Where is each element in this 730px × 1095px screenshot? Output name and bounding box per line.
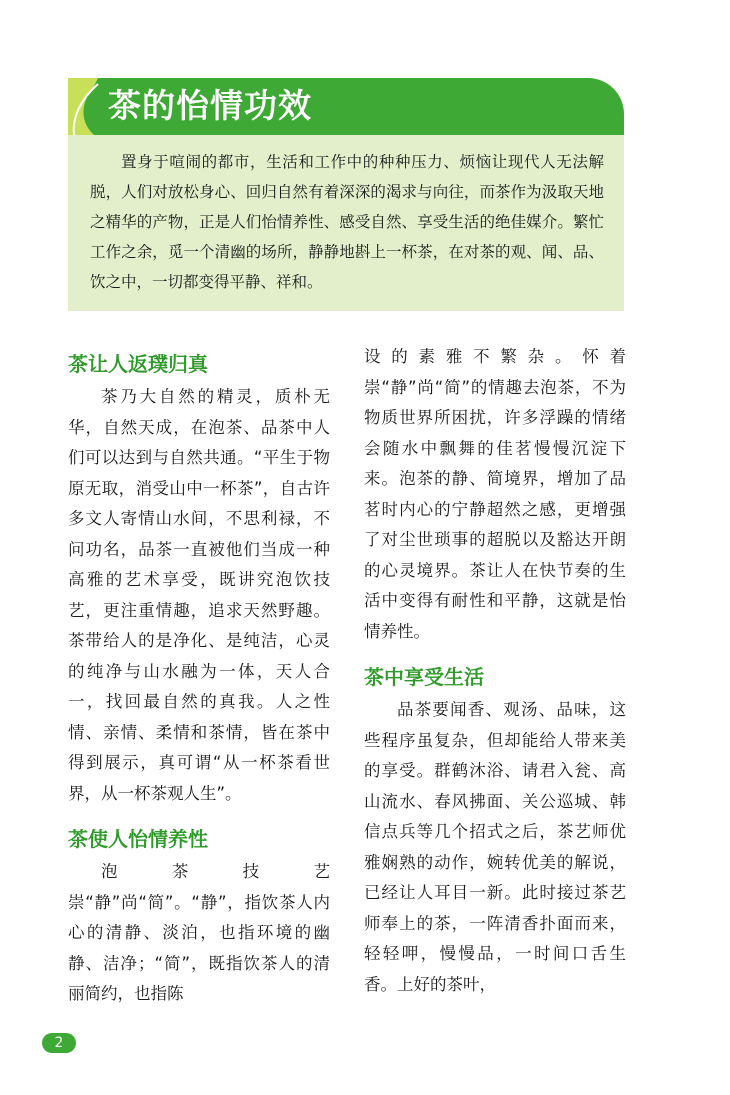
intro-box [68,135,624,311]
section-body: 茶乃大自然的精灵，质朴无华，自然天成，在泡茶、品茶中人们可以达到与自然共通。“平生于物原无取，消受山中一杯茶”，自古许多文人寄情山水间，不思利禄，不问功名，品茶一直被他们当成一种高雅的艺术享受，既讲究泡饮技艺，更注重情趣，追求天然野趣。茶带给人的是净化、是纯洁，心灵的纯净与山水融为一体，天人合一，找回最自然的真我。人之性情、亲情、柔情和茶情，皆在茶中得到展示，真可谓“从一杯茶看世界，从一杯茶观人生”。 [68,387,330,803]
chapter-title-bar [68,78,624,135]
section-heading: 茶使人怡情养性 [68,827,208,851]
section-body: 泡茶技艺崇“静”尚“简”。“静”，指饮茶人内心的清静、淡泊，也指环境的幽静、洁净；“简”，既指饮茶人的清丽简约，也指陈 [68,862,330,1003]
section-body-continued: 设的素雅不繁杂。怀着崇“静”尚“简”的情趣去泡茶，不为物质世界所困扰，许多浮躁的情绪会随水中飘舞的佳茗慢慢沉淀下来。泡茶的静、简境界，增加了品茗时内心的宁静超然之感，更增强了对尘世琐事的超脱以及豁达开朗的心灵境界。茶让人在快节奏的生活中变得有耐性和平静，这就是怡情养性。 [364,347,626,641]
section-heading: 茶让人返璞归真 [68,352,208,376]
section-body: 品茶要闻香、观汤、品味，这些程序虽复杂，但却能给人带来美的享受。群鹤沐浴、请君入瓮、高山流水、春风拂面、关公巡城、韩信点兵等几个招式之后，茶艺师优雅娴熟的动作，婉转优美的解说，已经让人耳目一新。此时接过茶艺师奉上的茶，一阵清香扑面而来，轻轻呷，慢慢品，一时间口舌生香。上好的茶叶， [364,700,626,994]
chapter-title: 茶的怡情功效 [108,86,312,125]
section-heading: 茶中享受生活 [364,665,484,689]
page-number: 2 [42,1033,76,1053]
intro-paragraph: 置身于喧闹的都市，生活和工作中的种种压力、烦恼让现代人无法解脱，人们对放松身心、回归自然有着深深的渴求与向往，而茶作为汲取天地之精华的产物，正是人们怡情养性、感受自然、享受生活的绝佳媒介。繁忙工作之余，觅一个清幽的场所，静静地斟上一杯茶，在对茶的观、闻、品、饮之中，一切都变得平静、祥和。 [90,153,604,291]
right-column [364,342,626,1014]
left-column [68,340,330,1024]
